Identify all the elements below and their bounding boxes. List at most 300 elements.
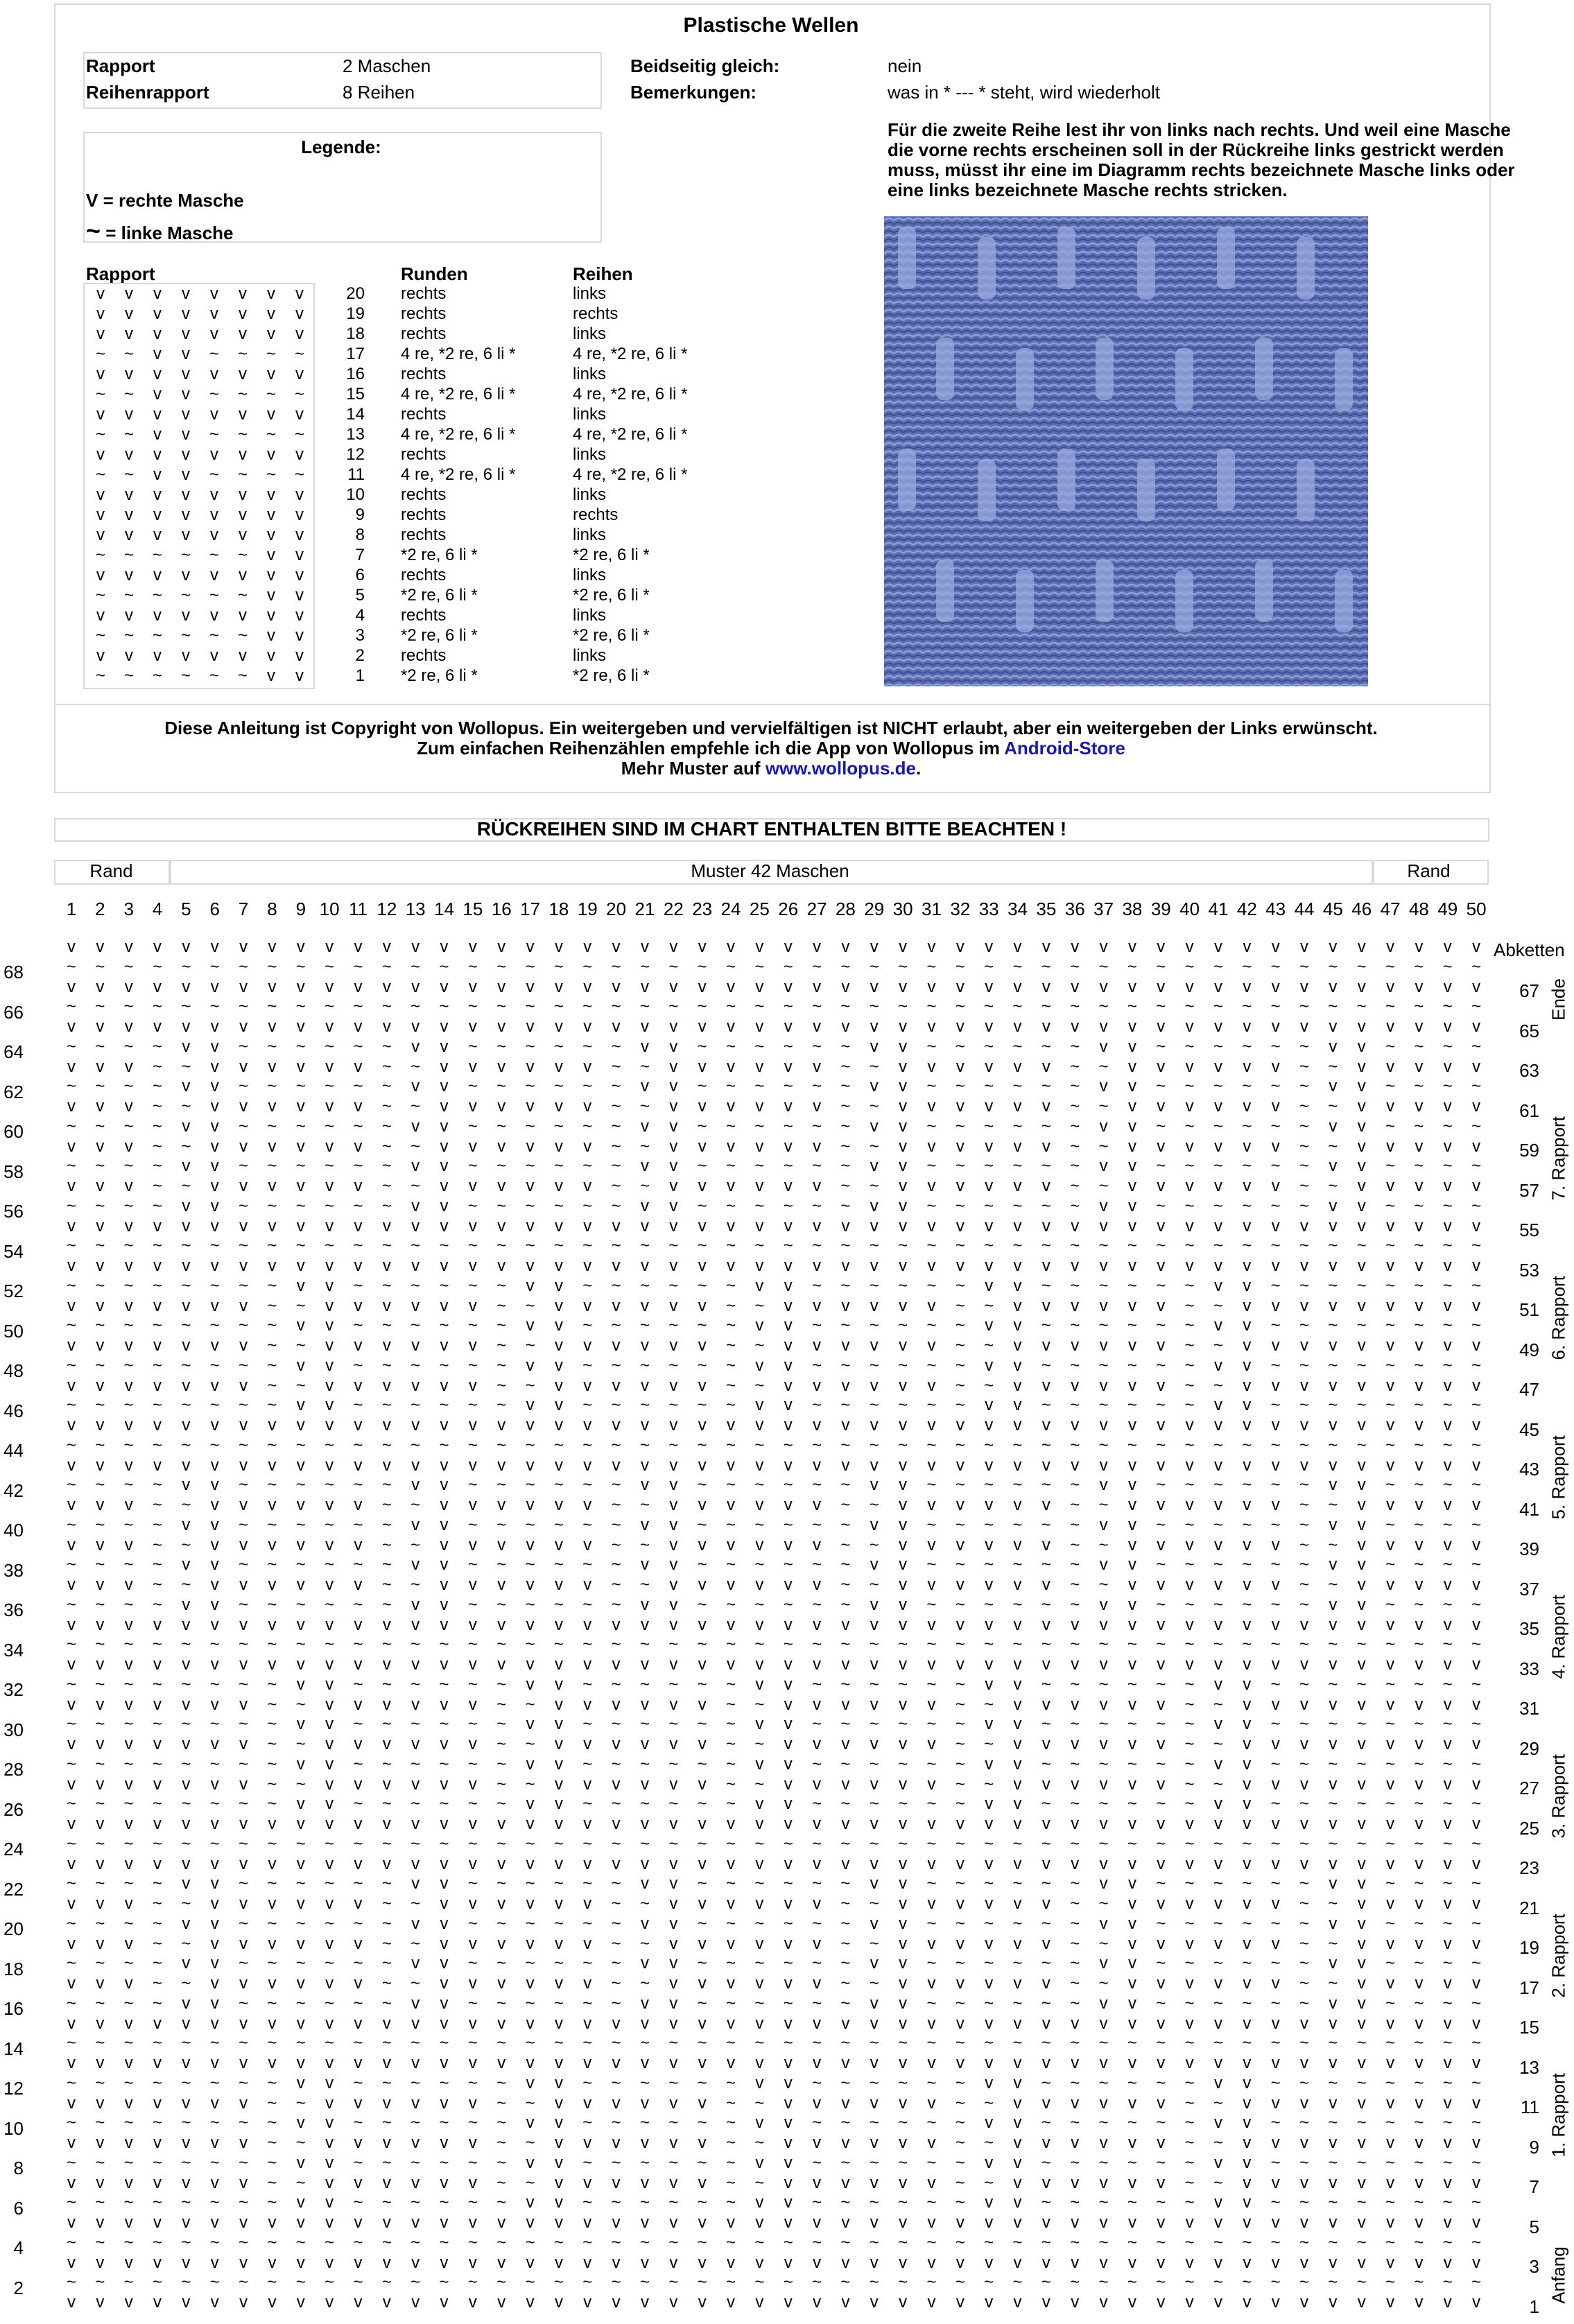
small-table-stitch: v	[153, 465, 162, 484]
chart-stitch: v	[1329, 937, 1338, 956]
chart-stitch: v	[899, 1894, 908, 1913]
chart-stitch: v	[583, 1655, 592, 1674]
chart-stitch: v	[1127, 1416, 1136, 1434]
chart-stitch: v	[554, 2213, 563, 2232]
chart-stitch: v	[1357, 1495, 1366, 1514]
chart-stitch: v	[641, 2133, 649, 2152]
chart-stitch: ~	[1471, 1635, 1482, 1654]
chart-stitch: v	[1329, 2093, 1338, 2113]
chart-stitch: v	[296, 1216, 305, 1235]
chart-stitch: v	[268, 1894, 277, 1913]
chart-stitch: ~	[582, 1874, 593, 1893]
chart-stitch: ~	[697, 1715, 707, 1734]
chart-stitch: v	[727, 1097, 736, 1116]
chart-stitch: v	[641, 1555, 649, 1575]
chart-stitch: ~	[1156, 2034, 1166, 2053]
chart-stitch: v	[1157, 2054, 1166, 2072]
chart-stitch: ~	[1414, 1515, 1424, 1534]
chart-stitch: ~	[467, 1196, 478, 1215]
chart-stitch: v	[1386, 1097, 1395, 1116]
chart-stitch: ~	[869, 1715, 879, 1734]
right-row-number: 25	[1519, 1817, 1539, 1839]
chart-stitch: ~	[955, 1754, 965, 1774]
chart-stitch: ~	[898, 2273, 908, 2292]
chart-stitch: ~	[1328, 1057, 1338, 1076]
chart-stitch: v	[325, 977, 334, 996]
chart-stitch: ~	[639, 1057, 650, 1076]
column-number: 9	[295, 899, 306, 919]
chart-stitch: ~	[325, 1077, 335, 1096]
chart-stitch: ~	[754, 1236, 765, 1256]
chart-stitch: ~	[123, 2153, 134, 2172]
chart-stitch: ~	[1385, 1674, 1396, 1694]
chart-stitch: ~	[496, 1954, 507, 1973]
chart-stitch: v	[784, 2213, 793, 2232]
chart-stitch: v	[1243, 977, 1252, 996]
chart-stitch: v	[1041, 1097, 1050, 1116]
chart-stitch: ~	[1070, 1794, 1080, 1814]
chart-stitch: v	[870, 1475, 879, 1495]
small-table-stitch: ~	[294, 345, 304, 363]
chart-stitch: ~	[726, 1396, 736, 1415]
right-row-number: 9	[1529, 2136, 1539, 2158]
chart-stitch: v	[755, 2213, 764, 2232]
chart-stitch: v	[468, 2093, 477, 2113]
small-table-stitch: ~	[123, 546, 134, 564]
chart-stitch: ~	[1356, 1635, 1367, 1654]
chart-stitch: v	[96, 1336, 105, 1355]
chart-stitch: v	[497, 1974, 506, 1993]
chart-stitch: ~	[1213, 1694, 1223, 1714]
chart-stitch: v	[899, 1216, 908, 1235]
chart-stitch: ~	[1299, 1037, 1310, 1056]
chart-stitch: ~	[1098, 2153, 1109, 2172]
chart-stitch: ~	[467, 1715, 478, 1734]
small-table-stitch: ~	[95, 345, 105, 363]
chart-stitch: ~	[123, 1595, 134, 1614]
chart-stitch: ~	[1098, 1974, 1109, 1993]
chart-stitch: v	[1157, 1694, 1166, 1714]
chart-stitch: v	[497, 1655, 506, 1674]
chart-stitch: v	[1243, 1057, 1252, 1076]
chart-stitch: v	[124, 2293, 133, 2312]
chart-stitch: v	[669, 2213, 678, 2232]
chart-stitch: ~	[1213, 1435, 1223, 1455]
chart-stitch: v	[698, 1097, 707, 1116]
chart-stitch: v	[1329, 1874, 1338, 1893]
chart-stitch: ~	[209, 2073, 220, 2092]
chart-stitch: ~	[1385, 1555, 1396, 1575]
chart-stitch: v	[927, 1455, 936, 1475]
column-number: 28	[835, 899, 856, 919]
chart-stitch: ~	[1012, 2273, 1023, 2292]
chart-stitch: v	[239, 1455, 248, 1475]
chart-stitch: v	[727, 1177, 736, 1195]
chart-stitch: ~	[726, 2273, 736, 2292]
column-number: 21	[634, 899, 655, 919]
chart-stitch: v	[124, 1455, 133, 1475]
chart-stitch: v	[1185, 1455, 1194, 1475]
chart-stitch: v	[1357, 2133, 1366, 2152]
chart-stitch: ~	[525, 2093, 535, 2113]
column-number: 45	[1322, 899, 1343, 919]
chart-stitch: v	[1415, 1894, 1424, 1913]
chart-stitch: ~	[66, 1635, 76, 1654]
chart-stitch: v	[210, 1515, 219, 1534]
chart-stitch: v	[985, 2073, 994, 2092]
chart-stitch: ~	[955, 2273, 965, 2292]
chart-stitch: v	[813, 2213, 822, 2232]
chart-stitch: v	[210, 1974, 219, 1993]
chart-stitch: ~	[1041, 1435, 1051, 1455]
chart-stitch: v	[239, 1336, 248, 1355]
chart-stitch: ~	[410, 1097, 421, 1116]
chart-stitch: v	[1099, 1515, 1108, 1534]
chart-stitch: ~	[869, 1276, 879, 1295]
right-row-number: 11	[1521, 2097, 1539, 2117]
chart-stitch: v	[1071, 1017, 1080, 1036]
chart-stitch: v	[1071, 1694, 1080, 1714]
chart-stitch: v	[1415, 1376, 1424, 1395]
chart-stitch: v	[899, 1774, 908, 1794]
chart-stitch: v	[468, 2054, 477, 2072]
chart-stitch: ~	[1328, 1535, 1338, 1554]
chart-stitch: ~	[1098, 1635, 1109, 1654]
chart-stitch: v	[1357, 1196, 1366, 1215]
chart-stitch: v	[985, 1316, 994, 1335]
chart-stitch: v	[497, 1854, 506, 1873]
chart-stitch: v	[927, 977, 936, 996]
chart-stitch: v	[583, 2213, 592, 2232]
chart-stitch: v	[526, 1814, 535, 1833]
chart-stitch: ~	[381, 1196, 392, 1215]
chart-stitch: v	[641, 1037, 649, 1056]
chart-stitch: ~	[926, 1674, 937, 1694]
chart-stitch: ~	[582, 957, 593, 976]
small-table-row-number: 10	[346, 485, 365, 504]
chart-stitch: ~	[611, 1635, 621, 1654]
chart-stitch: ~	[381, 1156, 392, 1176]
chart-stitch: ~	[153, 2193, 163, 2212]
column-number: 46	[1351, 899, 1372, 919]
chart-stitch: v	[1041, 1017, 1050, 1036]
chart-stitch: v	[210, 1854, 219, 1873]
chart-stitch: ~	[496, 1037, 507, 1056]
chart-stitch: ~	[955, 1396, 965, 1415]
chart-stitch: v	[899, 1535, 908, 1554]
chart-stitch: v	[1415, 1694, 1424, 1714]
small-table-stitch: ~	[123, 425, 134, 444]
chart-stitch: v	[813, 2293, 822, 2312]
chart-stitch: ~	[697, 2153, 707, 2172]
chart-stitch: v	[96, 1416, 105, 1434]
chart-stitch: ~	[239, 1914, 249, 1933]
small-table-stitch: v	[210, 405, 218, 424]
chart-stitch: v	[727, 2054, 736, 2072]
chart-stitch: v	[1157, 2173, 1166, 2192]
chart-stitch: ~	[1127, 2232, 1137, 2252]
chart-stitch: v	[870, 1515, 879, 1534]
chart-stitch: v	[1041, 1216, 1050, 1235]
chart-stitch: ~	[153, 1077, 163, 1096]
chart-stitch: ~	[955, 1515, 965, 1534]
left-row-number: 16	[3, 1998, 24, 2019]
chart-stitch: v	[67, 2293, 76, 2312]
chart-stitch: v	[325, 1416, 334, 1434]
chart-stitch: v	[641, 1993, 649, 2013]
chart-stitch: ~	[611, 2193, 621, 2212]
chart-stitch: v	[1071, 1774, 1080, 1794]
chart-stitch: ~	[153, 1993, 163, 2013]
chart-stitch: v	[554, 977, 563, 996]
chart-stitch: ~	[955, 2173, 965, 2192]
chart-stitch: v	[382, 2293, 391, 2312]
small-table-row-number: 14	[346, 405, 365, 424]
chart-stitch: v	[1243, 2054, 1252, 2072]
chart-stitch: v	[411, 2013, 420, 2033]
chart-stitch: v	[899, 1097, 908, 1116]
chart-stitch: v	[1214, 1934, 1222, 1953]
chart-stitch: ~	[1356, 2273, 1367, 2292]
chart-stitch: ~	[95, 1116, 105, 1136]
chart-stitch: v	[210, 1037, 219, 1056]
chart-stitch: ~	[1414, 2273, 1424, 2292]
chart-stitch: ~	[1356, 1754, 1367, 1774]
chart-stitch: v	[1099, 2173, 1108, 2192]
chart-stitch: ~	[955, 1355, 965, 1375]
chart-stitch: v	[554, 2173, 563, 2192]
chart-stitch: v	[296, 1455, 305, 1475]
chart-stitch: ~	[381, 1037, 392, 1056]
chart-stitch: ~	[1471, 2034, 1482, 2053]
chart-stitch: ~	[1184, 2093, 1195, 2113]
small-table-stitch: ~	[95, 586, 105, 605]
chart-stitch: v	[841, 2173, 850, 2192]
chart-stitch: v	[554, 1017, 563, 1036]
small-table-stitch: v	[153, 425, 162, 444]
chart-stitch: ~	[840, 1515, 851, 1534]
chart-stitch: ~	[325, 1595, 335, 1614]
chart-stitch: ~	[1442, 2153, 1453, 2172]
chart-stitch: ~	[783, 1635, 793, 1654]
chart-stitch: ~	[1184, 997, 1195, 1016]
chart-stitch: v	[583, 1296, 592, 1315]
chart-stitch: v	[354, 1934, 363, 1953]
chart-stitch: v	[1386, 1575, 1395, 1594]
chart-stitch: v	[985, 1655, 994, 1674]
chart-stitch: v	[1127, 2213, 1136, 2232]
chart-stitch: ~	[153, 1396, 163, 1415]
chart-stitch: ~	[239, 1396, 249, 1415]
chart-stitch: v	[1185, 937, 1194, 956]
chart-stitch: ~	[1242, 957, 1252, 976]
chart-stitch: ~	[239, 1156, 249, 1176]
chart-stitch: ~	[1414, 1037, 1424, 1056]
chart-stitch: ~	[582, 1236, 593, 1256]
small-table-stitch: v	[295, 546, 304, 564]
chart-stitch: v	[239, 2133, 248, 2152]
right-row-number: 51	[1519, 1299, 1539, 1320]
chart-stitch: v	[382, 2133, 391, 2152]
small-table-row-number: 18	[346, 324, 365, 343]
chart-stitch: v	[955, 1894, 965, 1913]
chart-stitch: v	[468, 1535, 477, 1554]
chart-stitch: v	[182, 2173, 191, 2192]
chart-stitch: v	[1071, 1376, 1080, 1395]
chart-stitch: v	[1243, 1455, 1252, 1475]
chart-stitch: v	[96, 1535, 105, 1554]
chart-stitch: v	[526, 2293, 535, 2312]
chart-stitch: ~	[239, 1993, 249, 2013]
chart-stitch: ~	[467, 1635, 478, 1654]
chart-stitch: ~	[239, 1435, 249, 1455]
android-store-link[interactable]: Android-Store	[1004, 738, 1125, 758]
chart-stitch: ~	[153, 1475, 163, 1495]
chart-stitch: ~	[496, 1475, 507, 1495]
left-row-number: 44	[3, 1440, 24, 1461]
chart-stitch: v	[554, 1355, 563, 1375]
small-table-stitch: v	[96, 606, 105, 625]
chart-stitch: v	[1443, 1934, 1452, 1953]
chart-stitch: v	[1415, 1216, 1424, 1235]
chart-stitch: ~	[984, 957, 994, 976]
chart-stitch: v	[210, 1555, 219, 1575]
chart-stitch: ~	[611, 1834, 621, 1853]
small-table-stitch: ~	[123, 385, 134, 404]
chart-stitch: v	[182, 1655, 191, 1674]
chart-stitch: v	[153, 1655, 162, 1674]
chart-stitch: v	[1127, 1894, 1136, 1913]
chart-stitch: v	[1300, 1814, 1309, 1833]
chart-stitch: ~	[898, 2232, 908, 2252]
chart-stitch: ~	[840, 1993, 851, 2013]
small-table-stitch: ~	[209, 385, 219, 404]
chart-stitch: ~	[381, 2113, 392, 2133]
chart-stitch: v	[1243, 1655, 1252, 1674]
chart-stitch: v	[1127, 1136, 1136, 1156]
chart-stitch: v	[182, 2293, 191, 2312]
chart-stitch: ~	[525, 1993, 535, 2013]
chart-stitch: ~	[697, 1156, 707, 1176]
chart-stitch: ~	[496, 1993, 507, 2013]
small-table-stitch: ~	[266, 345, 276, 363]
chart-stitch: v	[1013, 1097, 1022, 1116]
chart-stitch: v	[1127, 1475, 1136, 1495]
chart-stitch: ~	[467, 1914, 478, 1933]
chart-stitch: ~	[726, 1914, 736, 1933]
wollopus-website-link[interactable]: www.wollopus.de	[765, 758, 916, 779]
chart-stitch: v	[612, 937, 621, 956]
chart-stitch: ~	[1270, 997, 1281, 1016]
chart-stitch: v	[698, 1455, 707, 1475]
chart-stitch: ~	[325, 1037, 335, 1056]
chart-stitch: ~	[153, 1515, 163, 1534]
small-table-stitch: v	[239, 646, 247, 665]
chart-stitch: v	[1214, 1057, 1222, 1076]
rapport-section-label: 1. Rapport	[1548, 2073, 1569, 2158]
chart-stitch: v	[899, 1814, 908, 1833]
chart-stitch: v	[641, 1774, 649, 1794]
column-number: 24	[720, 899, 741, 919]
chart-stitch: v	[955, 1177, 965, 1195]
chart-stitch: ~	[1041, 1595, 1051, 1614]
chart-stitch: ~	[1442, 1037, 1453, 1056]
chart-stitch: ~	[267, 2232, 277, 2252]
chart-stitch: ~	[783, 1077, 793, 1096]
chart-stitch: v	[239, 1934, 248, 1953]
chart-stitch: ~	[267, 2153, 277, 2172]
chart-stitch: ~	[611, 1037, 621, 1056]
chart-stitch: ~	[611, 1396, 621, 1415]
rand-right-label: Rand	[1407, 860, 1451, 881]
chart-stitch: ~	[783, 1914, 793, 1933]
chart-stitch: v	[1071, 2093, 1080, 2113]
chart-stitch: v	[1472, 1336, 1481, 1355]
chart-stitch: v	[325, 1216, 334, 1235]
chart-stitch: ~	[1471, 957, 1482, 976]
chart-stitch: v	[67, 1416, 76, 1434]
chart-stitch: v	[669, 1814, 678, 1833]
chart-stitch: v	[1243, 1934, 1252, 1953]
chart-stitch: ~	[353, 1794, 363, 1814]
chart-stitch: v	[325, 1396, 334, 1415]
small-table-stitch: v	[182, 485, 190, 504]
chart-stitch: ~	[726, 1116, 736, 1136]
chart-stitch: v	[1415, 1974, 1424, 1993]
chart-stitch: v	[96, 2013, 105, 2033]
chart-stitch: v	[239, 1894, 248, 1913]
chart-stitch: v	[210, 1874, 219, 1893]
chart-stitch: v	[296, 1655, 305, 1674]
chart-stitch: v	[669, 1735, 678, 1753]
chart-stitch: v	[1415, 977, 1424, 996]
chart-stitch: v	[210, 1535, 219, 1554]
chart-stitch: ~	[984, 2133, 994, 2152]
chart-stitch: v	[985, 2253, 994, 2272]
chart-stitch: ~	[955, 2232, 965, 2252]
chart-stitch: v	[354, 1774, 363, 1794]
left-row-number: 30	[3, 1719, 24, 1740]
right-row-number: 29	[1519, 1737, 1539, 1759]
chart-stitch: ~	[984, 1694, 994, 1714]
chart-stitch: ~	[1299, 2113, 1310, 2133]
chart-stitch: v	[1185, 1177, 1194, 1195]
chart-stitch: v	[382, 2253, 391, 2272]
chart-stitch: v	[239, 1575, 248, 1594]
chart-stitch: ~	[611, 1674, 621, 1694]
chart-stitch: ~	[1385, 1355, 1396, 1375]
chart-stitch: ~	[611, 1196, 621, 1215]
small-table-stitch: v	[153, 385, 162, 404]
chart-stitch: v	[784, 1296, 793, 1315]
chart-stitch: v	[1329, 1196, 1338, 1215]
chart-stitch: v	[1214, 937, 1222, 956]
chart-stitch: ~	[123, 1674, 134, 1694]
chart-stitch: v	[784, 1655, 793, 1674]
muster-label: Muster 42 Maschen	[691, 860, 849, 881]
chart-stitch: v	[411, 2093, 420, 2113]
chart-stitch: v	[1041, 1735, 1050, 1753]
chart-stitch: v	[354, 2093, 363, 2113]
chart-stitch: v	[354, 937, 363, 956]
chart-stitch: ~	[209, 1355, 220, 1375]
chart-stitch: v	[698, 1136, 707, 1156]
chart-stitch: v	[440, 937, 449, 956]
chart-stitch: v	[698, 1894, 707, 1913]
chart-stitch: ~	[1471, 2273, 1482, 2292]
small-table-stitch: v	[239, 526, 247, 544]
chart-stitch: v	[1357, 1017, 1366, 1036]
